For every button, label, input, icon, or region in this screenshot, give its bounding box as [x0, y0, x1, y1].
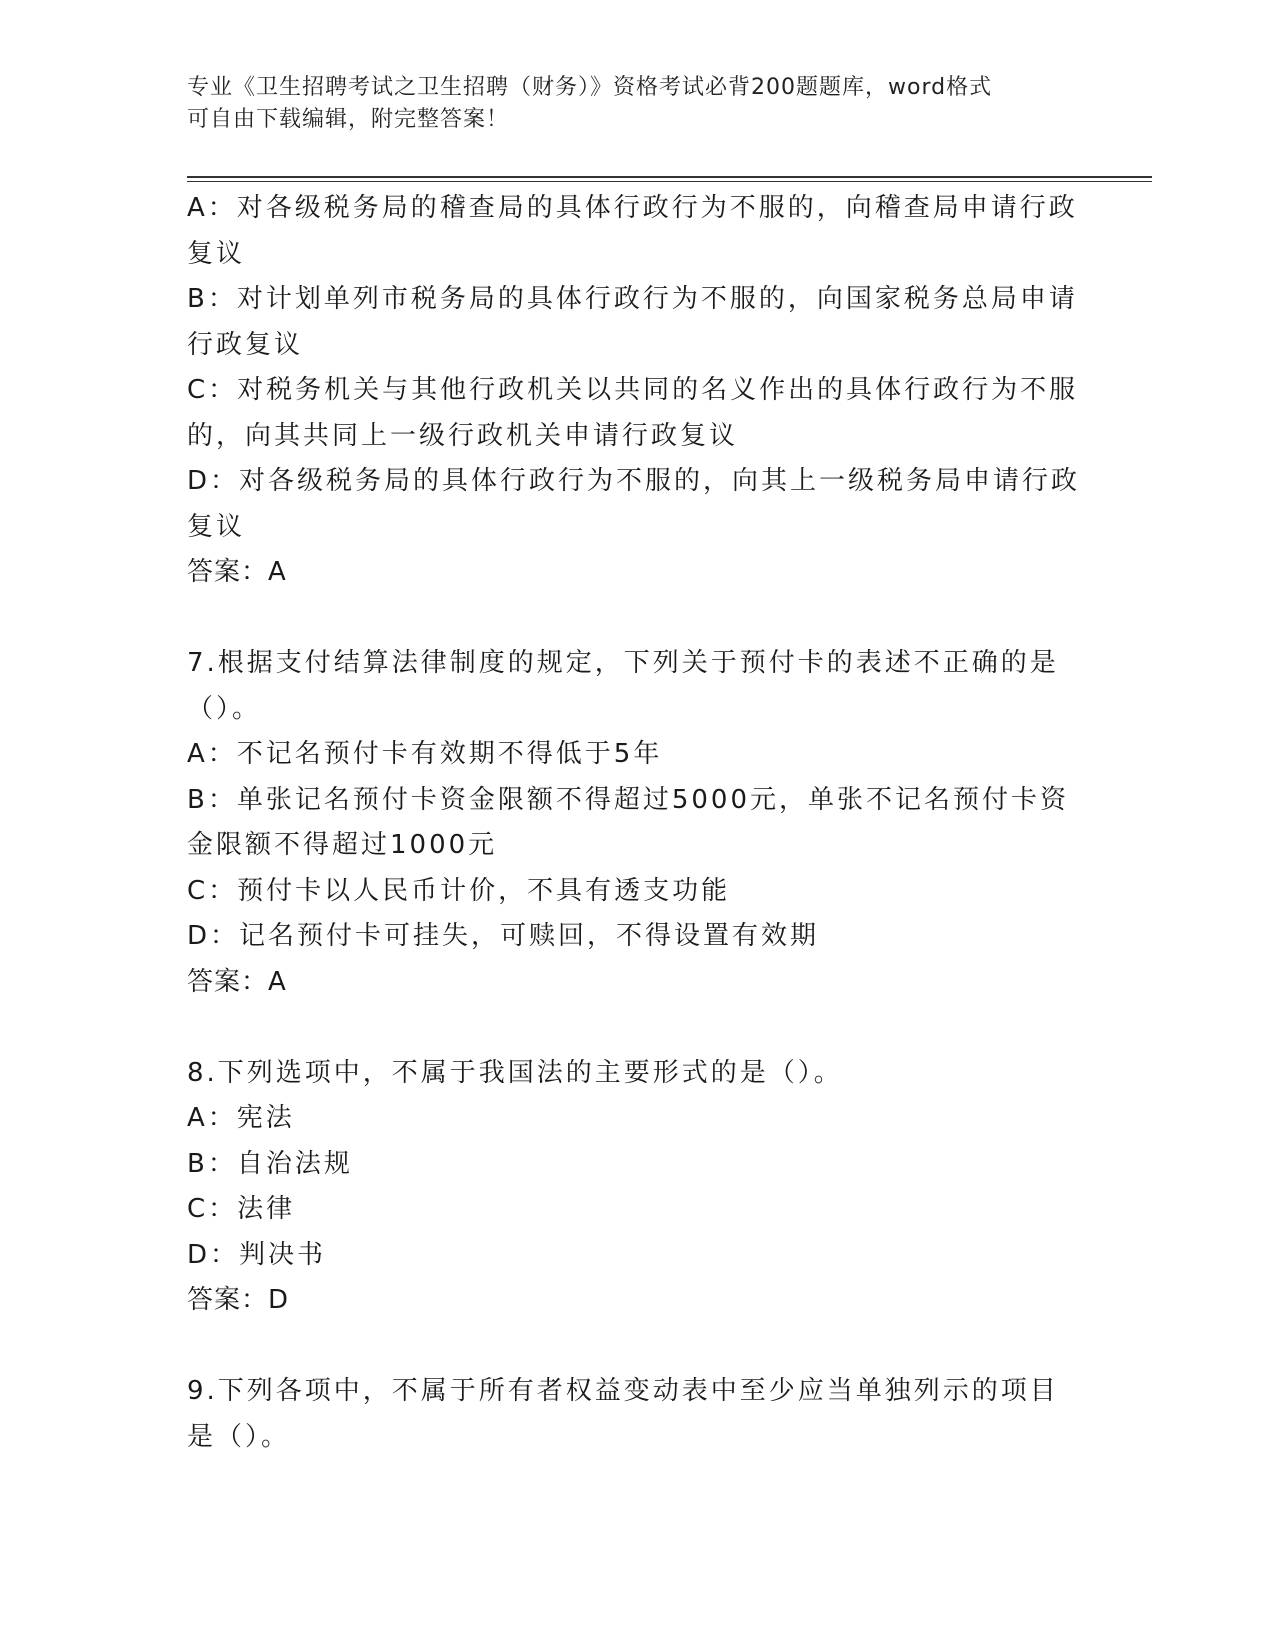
q6-option-d-line-1: D：对各级税务局的具体行政行为不服的，向其上一级税务局申请行政 — [187, 466, 1081, 496]
q7-option-a: A：不记名预付卡有效期不得低于5年 — [187, 739, 663, 769]
header-divider — [187, 176, 1152, 182]
q8-option-c: C：法律 — [187, 1194, 296, 1224]
spacer — [187, 1324, 1087, 1370]
document-header — [187, 72, 1067, 136]
q7-option-b-line-1: B：单张记名预付卡资金限额不得超过5000元，单张不记名预付卡资 — [187, 784, 1070, 815]
q8-option-b: B：自治法规 — [187, 1148, 353, 1179]
q8-option-a: A：宪法 — [187, 1103, 295, 1133]
q7-option-c: C：预付卡以人民币计价，不具有透支功能 — [187, 875, 731, 906]
header-title-line-2: 可自由下载编辑，附完整答案！ — [187, 107, 510, 132]
q6-option-c-line-2: 的，向其共同上一级行政机关申请行政复议 — [187, 420, 739, 451]
q7-stem-line-1: 7.根据支付结算法律制度的规定，下列关于预付卡的表述不正确的是 — [187, 648, 1059, 678]
q6-option-c-line-1: C：对税务机关与其他行政机关以共同的名义作出的具体行政行为不服 — [187, 375, 1079, 405]
q8-answer: 答案：D — [187, 1285, 290, 1315]
spacer — [187, 596, 1087, 642]
q8-stem: 8.下列选项中，不属于我国法的主要形式的是（）。 — [187, 1057, 843, 1088]
q6-answer: 答案：A — [187, 557, 287, 587]
q6-option-a-line-2: 复议 — [187, 238, 246, 269]
question-9 — [187, 1369, 1087, 1460]
q6-option-b-line-2: 行政复议 — [187, 329, 304, 360]
q7-answer: 答案：A — [187, 966, 287, 997]
header-title-line-1: 专业《卫生招聘考试之卫生招聘（财务）》资格考试必背200题题库，word格式 — [187, 75, 993, 100]
q9-stem-line-1: 9.下列各项中，不属于所有者权益变动表中至少应当单独列示的项目 — [187, 1376, 1059, 1406]
q7-stem-line-2: （）。 — [187, 693, 262, 724]
q9-stem-line-2: 是（）。 — [187, 1421, 291, 1452]
spacer — [187, 1005, 1087, 1051]
question-8 — [187, 1051, 1087, 1324]
q6-option-d-line-2: 复议 — [187, 511, 246, 542]
question-7 — [187, 641, 1087, 1005]
q6-option-a-line-1: A：对各级税务局的稽查局的具体行政行为不服的，向稽查局申请行政 — [187, 193, 1078, 223]
question-6 — [187, 186, 1087, 596]
q7-option-d: D：记名预付卡可挂失，可赎回，不得设置有效期 — [187, 921, 820, 951]
q8-option-d: D：判决书 — [187, 1239, 327, 1270]
question-list — [187, 186, 1087, 1460]
q6-option-b-line-1: B：对计划单列市税务局的具体行政行为不服的，向国家税务总局申请 — [187, 284, 1078, 314]
q7-option-b-line-2: 金限额不得超过1000元 — [187, 830, 498, 860]
